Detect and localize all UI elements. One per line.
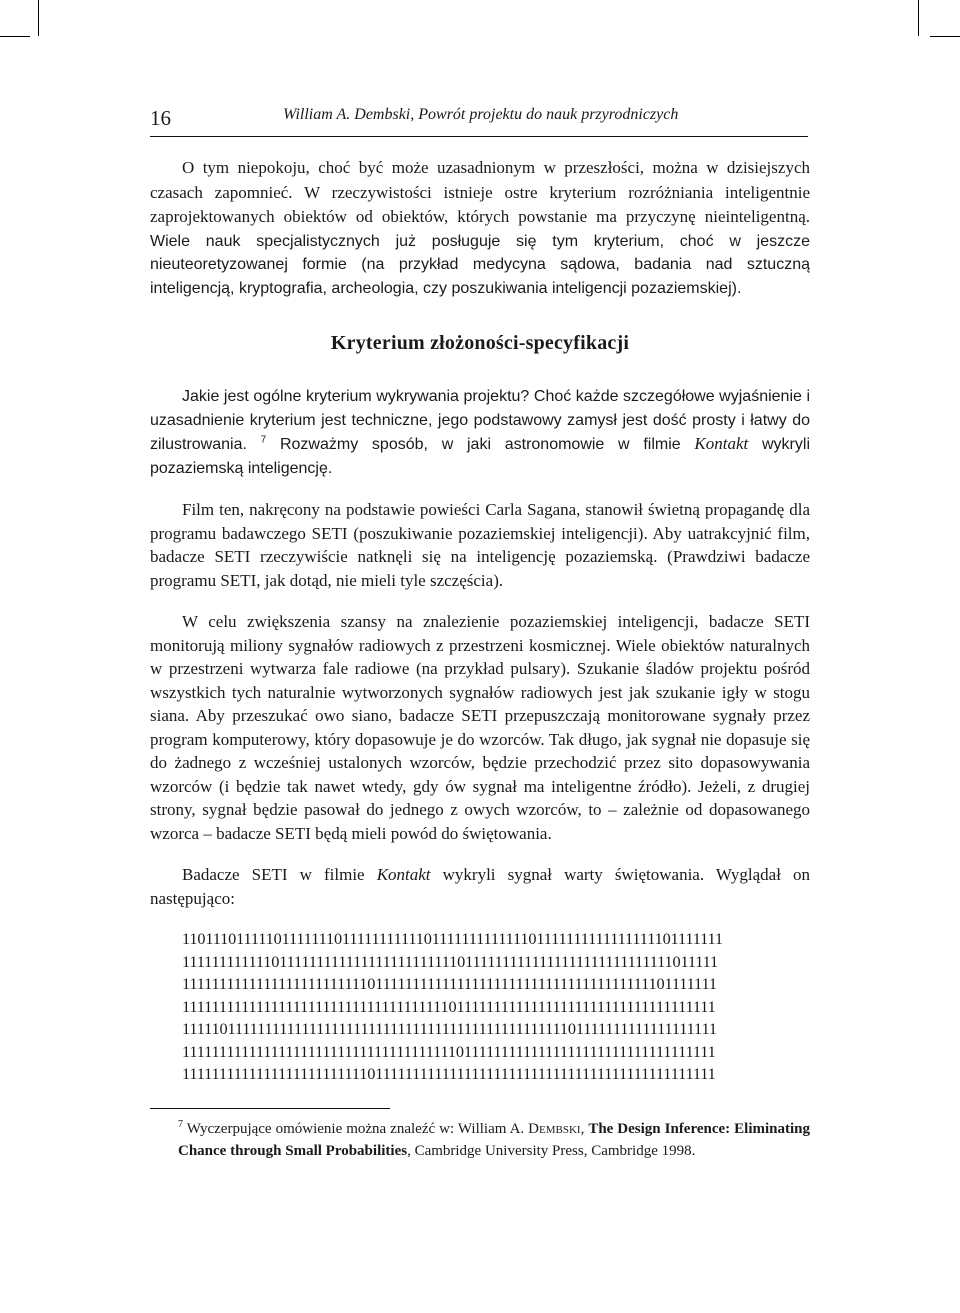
binary-line: 111111111111111111111111101111111111111111111111111111111111111101111111: [182, 974, 717, 993]
section-intro-sans-lead: Rozważmy sposób, w jaki astronomowie w filmie: [279, 436, 681, 453]
page-body: [150, 156, 810, 1086]
binary-line: 111111111111111111111111101111111111111111111111111111111111111111111111: [182, 1064, 716, 1083]
intro-sentence-serif: O tym niepokoju, choć być może uzasadnionym w przeszłości, można w dzisiejszych czasach zapomnieć. W rzeczywistości istnieje ostre kryterium rozróżniania inteligentnie zaprojektowanych obiektów od obiektów, których powstanie ma przyczynę nieinteligentną.: [150, 158, 810, 226]
film-title-contact: Kontakt: [694, 434, 749, 453]
paragraph-signal: [150, 863, 810, 910]
binary-line: 111111111111111111111111111111111111011111111111111111111111111111111111: [182, 996, 716, 1016]
footnote-number: 7: [178, 1119, 183, 1130]
binary-line: 111111111111011111111111111111111111101111111111111111111111111111011111: [182, 951, 719, 971]
crop-mark-top-right-vertical: [918, 0, 919, 36]
footnote-lead: Wyczerpujące omówienie można znaleźć w: William A.: [186, 1121, 525, 1137]
paragraph-seti: W celu zwiększenia szansy na znalezienie pozaziemskiej inteligencji, badacze SETI monitorują miliony sygnałów radiowych z przestrzeni kosmicznej. Wiele obiektów naturalnych w przestrzeni wytwarza fale radiowe (na przykład pulsary). Szukanie śladów projektu pośród wszystkich tych naturalnie wytworzonych sygnałów radiowych jest jak szukanie igły w stogu siana. Aby przeszukać owo siano, badacze SETI przepuszczają monitorowane sygnały przez program komputerowy, który dopasowuje je do wzorców. Tak długo, jak sygnał nie dopasuje się do żadnego z wcześniej ustalonych wzorców, będzie przechodzić przez sito dopasowywania wzorców (i będzie tak nawet wtedy, gdy ów sygnał ma inteligentne źródło). Jeżeli, z drugiej strony, sygnał będzie pasował do jednego z owych wzorców, to – zależnie od dopasowanego wzorca – badacze SETI będą mieli powód do świętowania.: [150, 612, 810, 843]
crop-mark-top-left-vertical: [38, 0, 39, 36]
paragraph-signal-lead: Badacze SETI w filmie: [182, 865, 365, 884]
footnote-book-title: The Design Inference: Eliminating Chance through Small Probabilities: [178, 1121, 811, 1159]
crop-mark-top-right-horizontal: [930, 36, 960, 37]
footnote-7: [150, 1118, 810, 1162]
intro-sentence-sans: Wiele nauk specjalistycznych już posługuje się tym kryterium, choć w jeszcze nieuteoretyzowanej formie (na przykład medycyna sądowa, badania nad sztuczną inteligencją, kryptografia, archeologia, czy poszukiwania inteligencji pozaziemskiej).: [150, 232, 810, 297]
footnote-reference[interactable]: 7: [260, 434, 267, 446]
footnote-body: $^7$ Wyczerpujące omówienie można znaleźć w: William A. Dembski, The Design Inference: Eliminating Chance through Small Probabilities, Cambridge University Press, Cambridge 1998.: [178, 1119, 811, 1159]
section-intro-question: Jakie jest ogólne kryterium wykrywania projektu?: [182, 388, 530, 405]
footnote-publisher: , Cambridge University Press, Cambridge 1998.: [407, 1143, 696, 1159]
section-heading: Kryterium złożoności-specyfikacji: [330, 332, 630, 354]
page-number: 16: [150, 106, 171, 130]
section-intro-paragraph: [150, 385, 810, 480]
section-intro-rest: Choć każde szczegółowe wyjaśnienie i uzasadnienie kryterium jest techniczne, jego podstawowy zamysł jest dość prosty i łatwy do zilustrowania.: [150, 388, 810, 453]
binary-signal-block: [150, 928, 810, 1086]
binary-line: 111110111111111111111111111111111111111111111111111101111111111111111111: [182, 1019, 717, 1038]
binary-line: 111111111111111111111111111111111111101111111111111111111111111111111111: [182, 1041, 716, 1061]
paragraph-signal-tail: wykryli sygnał warty świętowania. Wyglądał on następująco:: [150, 865, 811, 908]
section-intro-sans-tail: wykryli pozaziemską inteligencję.: [150, 436, 810, 477]
crop-mark-top-left-horizontal: [0, 36, 30, 37]
film-title-contact-2: Kontakt: [376, 865, 431, 884]
paragraph-film: Film ten, nakręcony na podstawie powieści Carla Sagana, stanowił świetną propagandę dla programu badawczego SETI (poszukiwanie pozaziemskiej inteligencji). Aby uatrakcyjnić film, badacze SETI rzeczywiście natknęli się na inteligencję pozaziemską. (Prawdziwi badacze programu SETI, jak dotąd, nie mieli tyle szczęścia).: [150, 500, 810, 590]
footnote-divider: [150, 1108, 390, 1109]
binary-line: 110111011111011111110111111111110111111111111101111111111111111101111111: [182, 929, 723, 948]
running-title: William A. Dembski, Powrót projektu do nauk przyrodniczych: [283, 106, 679, 123]
footnote-author: Dembski: [528, 1121, 581, 1137]
page-header: [150, 104, 808, 137]
intro-paragraph: [150, 156, 810, 300]
